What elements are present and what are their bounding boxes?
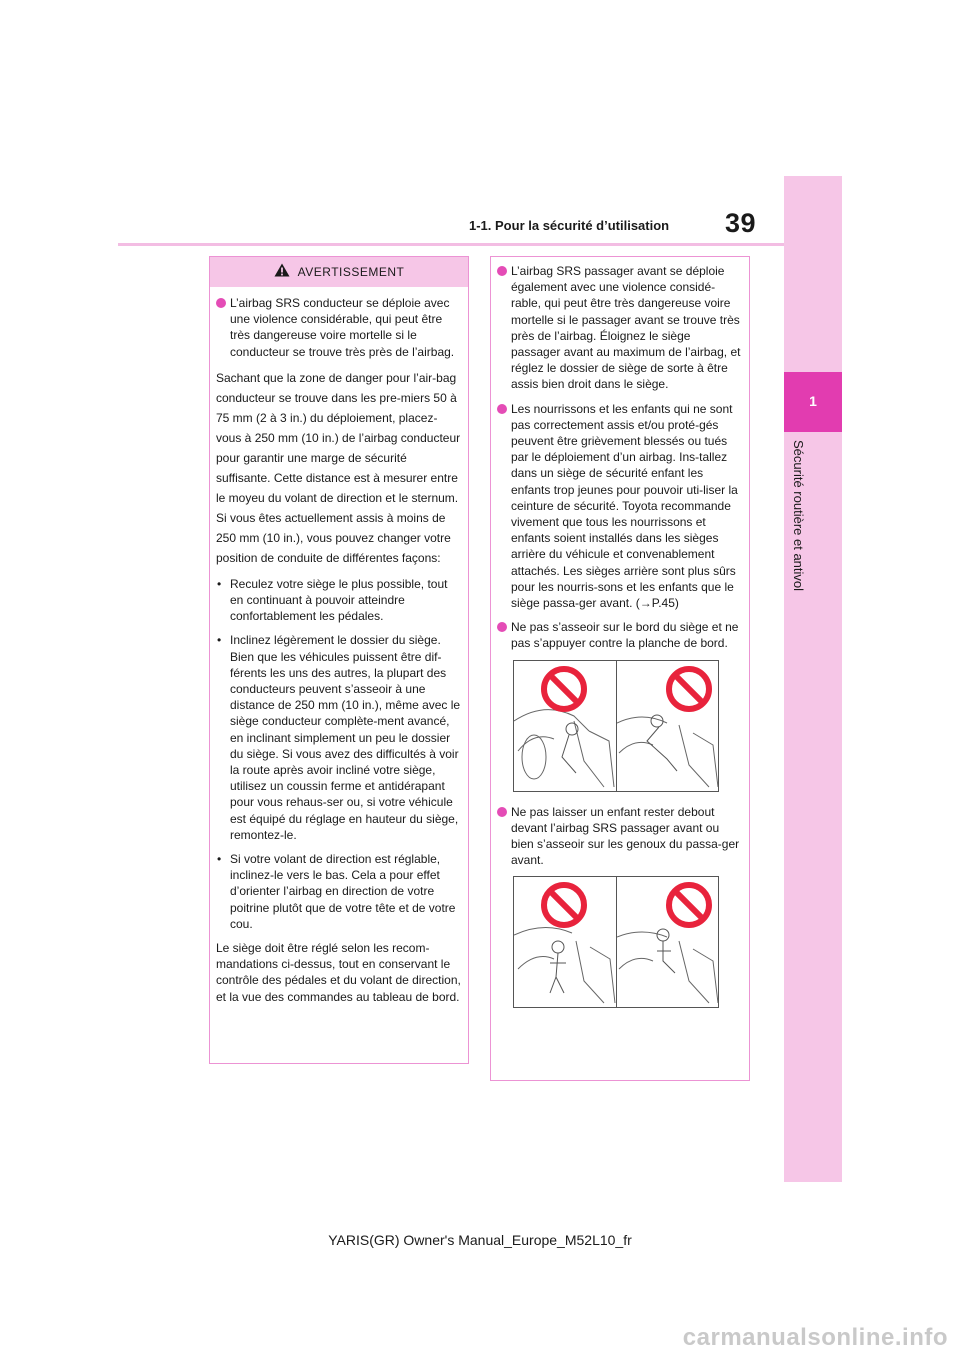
side-tab <box>784 176 842 1182</box>
chapter-number: 1 <box>809 393 817 409</box>
bullet-icon <box>216 298 226 308</box>
warning-header <box>210 257 468 287</box>
warning-title: AVERTISSEMENT <box>297 265 405 279</box>
dash-marker: • <box>217 576 222 591</box>
warning-triangle-icon <box>274 263 290 282</box>
illustration-seat-edge <box>513 660 719 792</box>
bullet-text: L’airbag SRS conducteur se déploie avec une violence considérable, qui peut être très dangereuse voire mortelle si le conducteur se trouve très près de l’airbag. <box>230 296 455 359</box>
bullet-text: Les nourrissons et les enfants qui ne sont pas correctement assis et/ou proté-gés peuvent être grièvement blessés ou tués par le déploiement d’un airbag. Ins-tallez dans un siège de sécurité enfant les enfants trop jeunes pour pouvoir uti-liser la ceinture de sécurité. Toyota recommande vivement que tous les nourrissons et enfants soient installés dans les sièges arrière du véhicule et convenablement attachés. Les sièges arrière sont plus sûrs pour les nourris-sons et les enfants que le siège passa-ger avant. (→P.45) <box>511 401 738 611</box>
bullet-icon <box>497 807 507 817</box>
illustration-child-airbag <box>513 876 719 1008</box>
illustration-panel <box>617 877 719 1007</box>
bullet-text: Ne pas laisser un enfant rester debout devant l’airbag SRS passager avant ou bien s’asseoir sur les genoux du passa-ger avant. <box>511 804 740 868</box>
bullet-text: L’airbag SRS passager avant se déploie également avec une violence considé-rable, qui peut être très dangereuse voire mortelle si le passager avant se trouve très près de l’airbag. Éloignez le siège passager avant au maximum de l’airbag, et réglez le dossier de siège de sorte à être assis bien droit dans le siège. <box>511 264 741 392</box>
list-item <box>216 576 462 625</box>
paragraph: Le siège doit être réglé selon les recom-mandations ci-dessus, tout en conservant le contrôle des pédales et du volant de direction, et la vue des commandes au tableau de bord. <box>216 941 461 1004</box>
section-title: 1-1. Pour la sécurité d’utilisation <box>469 218 670 233</box>
manual-footer: YARIS(GR) Owner's Manual_Europe_M52L10_fr <box>328 1232 632 1248</box>
bullet-icon <box>497 622 507 632</box>
dash-marker: • <box>217 852 222 867</box>
dash-text: Reculez votre siège le plus possible, tout en continuant à pouvoir atteindre confortablement les pédales. <box>230 576 448 624</box>
warning-box-left <box>209 256 469 1064</box>
bullet-icon <box>497 404 507 414</box>
dash-text: Si votre volant de direction est réglable, inclinez-le vers le bas. Cela a pour effet d’orienter l’airbag en direction de votre poitrine plutôt que de votre tête et de votre cou. <box>230 852 456 931</box>
illustration-panel <box>617 661 719 791</box>
watermark: carmanualsonline.info <box>682 1324 948 1351</box>
dash-text: Inclinez légèrement le dossier du siège. Bien que les véhicules puissent être dif-férents les uns des autres, la plupart des conducteurs peuvent s’asseoir à une distance de 250 mm (10 in.), même avec le siège conducteur complète-ment avancé, en inclinant simplement un peu le dossier du siège. Si vous avez des difficultés à voir la route après avoir incliné votre siège, utilisez un coussin ferme et antidérapant pour vous rehaus-ser ou, si votre véhicule est équipé du réglage en hauteur du siège, remontez-le. <box>230 633 461 842</box>
list-item <box>216 295 462 360</box>
list-item <box>497 619 743 651</box>
warning-box-right <box>490 256 750 1081</box>
list-item <box>216 851 462 932</box>
list-item <box>497 804 743 869</box>
list-item <box>497 401 743 612</box>
bullet-icon <box>497 266 507 276</box>
list-item <box>216 632 462 843</box>
illustration-panel <box>514 877 617 1007</box>
list-item <box>497 263 743 393</box>
chapter-title: Sécurité routière et antivol <box>791 440 806 592</box>
dash-marker: • <box>217 633 222 648</box>
header-rule <box>118 243 794 246</box>
bullet-text: Ne pas s’asseoir sur le bord du siège et ne pas s’appuyer contre la planche de bord. <box>511 620 739 651</box>
page-number: 39 <box>725 208 757 238</box>
illustration-panel <box>514 661 617 791</box>
paragraph: Sachant que la zone de danger pour l’air-bag conducteur se trouve dans les pre-miers 50 à 75 mm (2 à 3 in.) du déploiement, placez-vous à 250 mm (10 in.) de l’airbag conducteur pour garantir une marge de sécurité suffisante. Cette distance est à mesurer entre le moyeu du volant de direction et le sternum. Si vous êtes actuellement assis à moins de 250 mm (10 in.), vous pouvez changer votre position de conduite de différentes façons: <box>216 370 461 565</box>
